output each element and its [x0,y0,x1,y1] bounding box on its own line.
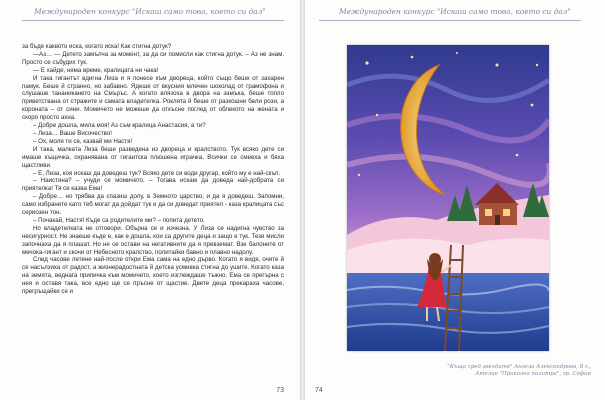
painting-svg [347,45,549,351]
paragraph: И така гигантът вдигна Лиза и я понесе към двореца, който също беше от захарен памук. Беше й странно, но забавно. Ядеше от вкусния млечен шоколад от грамофона и слушаше тананикането на Смъръс. А когато влязоха в двора на замъка, беше топло приветствана от стражите и самата владетелка. Роклята й беше от разкошни бели рози, а короната – от сини. Момичето не можеше да откъсне поглед от облекото на жената и скоро просто ахна. [22,74,284,122]
header-rule [319,20,581,21]
caption-line: "Къща сред звездите" Ангела Александрова, 8 г., [447,364,591,370]
story-text [22,43,284,296]
paragraph: — Е хайде, няма време, кралицата ни чака! [33,66,159,74]
header-rule [22,20,284,21]
paragraph: Но владетелката не отговори. Обърна се и изчезна. У Лиза се надигна чувство за несигурност. Не знаеше къде е, как е дошла, кои са другите деца и защо е тук. Тези мисли започнаха да я плашат. Но не се остави на негативните да я превземат. Взе балоните от мечока-гигант и скочи от Небесното кралство, политайки бавно и плавно надолу. [22,224,284,256]
artwork-caption [365,364,591,378]
paragraph: И така, малката Лиза беше разведена из двореца и кралството. Тук всяко дете си имаше къщичка, охранявана от гигантска плюшена играчка. Всички се смееха и бяха щастливи. [22,145,284,169]
artwork-illustration [347,45,549,351]
paragraph: След часове летене най-после откри Ема сама на едно дърво. Когато я видя, очите й се насълзиха от радост, а жизнерадостната й детска усмивка стигна до ушите. Когато каза на земята, веднага припичка към момичето, което изглеждаше тъжно. Ема се прегърна с нея и оставя така, все едно ще се пръсне от щастие. Двете деца прекараха часове, прегръщайки се и [22,256,284,296]
paragraph: – Наистина? – учуди се момичето. – Тогава искам да доведа най-добрата си приятелка! Тя се казва Ема! [22,177,284,193]
paragraph: – Е, Лиза, коя искаш да доведеш тук? Всяко дете си води другар, който му е най-скъп. [33,169,281,177]
page-number: 73 [276,387,284,394]
right-page [305,0,605,400]
paragraph: – Добре… но трябва да спазиш долу, в Земното царство, и да я доведеш. Запомни, само избраните като теб могат да дойдат тук и да си доведат приятел - каза кралицата със сериозен тон. [22,193,284,217]
running-header: Международен конкурс "Искаш само това, което си дал" [339,7,571,16]
caption-line: Ателие "Приказна палитра", гр. София [475,371,591,377]
paragraph: – Почакай, Настя! Къде са родителите ми? – попита детето. [33,216,205,224]
paragraph: —Аз… — Детето замълча за момент, за да си помисли как стигна дотук. – Аз не знам. Просто се събудих тук. [22,50,284,66]
paragraph: – Добре дошла, мила моя! Аз съм кралица Анастасия, а ти? [33,122,206,130]
left-page [0,0,300,400]
running-header: Международен конкурс "Искаш само това, което си дал" [34,7,266,16]
paragraph: – Лиза… Ваше Височество! [33,129,112,137]
page-number: 74 [315,387,323,394]
paragraph: – Ох, моля ти се, казвай ми Настя! [33,137,133,145]
paragraph: за бъде каквото иска, когато иска! Как стигна дотук? [22,43,172,50]
